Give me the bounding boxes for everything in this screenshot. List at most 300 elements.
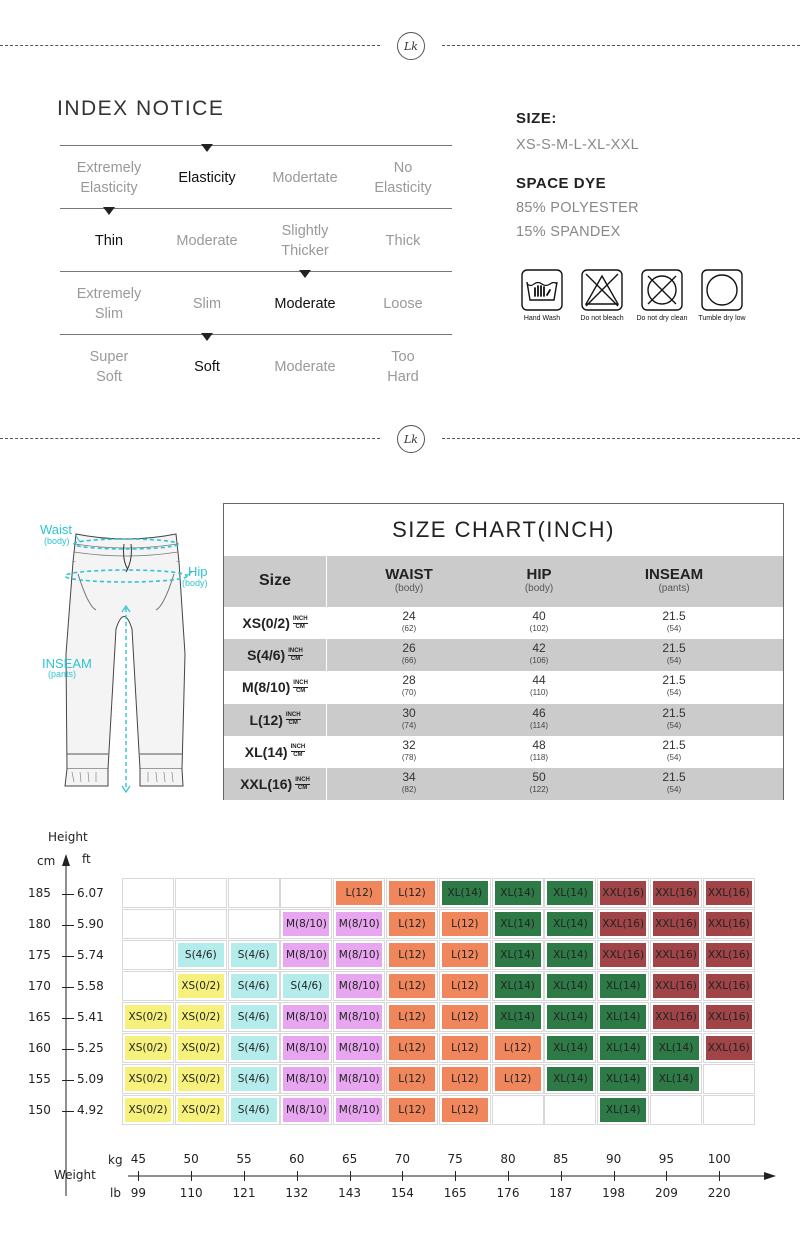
grid-cell — [386, 878, 438, 908]
hip-value — [509, 609, 569, 634]
size-tag: L(12) — [442, 1036, 488, 1060]
hip-cm: (102) — [529, 624, 549, 633]
notice-line — [60, 208, 452, 209]
x-tick — [455, 1171, 456, 1181]
grid-cell — [280, 940, 332, 970]
weight-lb-label: 176 — [496, 1186, 520, 1200]
weight-lb-label: 209 — [654, 1186, 678, 1200]
weight-kg-label: 45 — [130, 1152, 147, 1166]
unit-cm: CM — [293, 752, 303, 759]
product-info — [516, 110, 786, 240]
waist-inch: 32 — [402, 737, 416, 752]
grid-cell — [175, 909, 227, 939]
grid-cell — [228, 971, 280, 1001]
grid-cell — [280, 878, 332, 908]
grid-cell — [280, 1095, 332, 1125]
grid-cell — [386, 940, 438, 970]
size-tag: M(8/10) — [283, 1098, 329, 1122]
size-cell — [224, 639, 326, 671]
header-main: INSEAM — [644, 566, 704, 583]
notice-option: Soft — [194, 359, 220, 375]
care-label: Do not bleach — [580, 315, 624, 322]
grid-cell — [280, 1033, 332, 1063]
table-row — [224, 607, 783, 639]
y-unit-left: cm — [37, 854, 56, 868]
notice-option: Too Hard — [387, 349, 419, 385]
do-not-dry-clean-icon — [640, 268, 684, 312]
weight-kg-label: 55 — [236, 1152, 252, 1166]
size-name: S(4/6) — [247, 647, 286, 664]
grid-cell — [228, 940, 280, 970]
notice-line — [60, 334, 452, 335]
grid-cell — [703, 940, 755, 970]
weight-lb-label: 132 — [285, 1186, 309, 1200]
size-tag: M(8/10) — [283, 943, 329, 967]
size-tag: XXL(16) — [706, 912, 752, 936]
size-cell — [224, 736, 326, 768]
grid-cell — [175, 940, 227, 970]
weight-kg-label: 60 — [289, 1152, 305, 1166]
hip-label: Hip — [188, 564, 208, 579]
size-tag: XXL(16) — [653, 1005, 699, 1029]
size-tag: XL(14) — [495, 943, 541, 967]
grid-cell — [703, 1002, 755, 1032]
grid-cell — [597, 1095, 649, 1125]
size-tag: M(8/10) — [336, 943, 382, 967]
grid-cell — [544, 1064, 596, 1094]
notice-option: Slightly Thicker — [281, 223, 329, 259]
inseam-value — [644, 609, 704, 634]
size-tag: XXL(16) — [600, 881, 646, 905]
grid-cell — [122, 909, 174, 939]
hip-sub-label: (body) — [182, 578, 208, 588]
grid-cell — [650, 1064, 702, 1094]
hip-inch: 40 — [532, 609, 546, 623]
weight-kg-label: 70 — [394, 1152, 411, 1166]
grid-cell — [544, 940, 596, 970]
size-tag: L(12) — [389, 1036, 435, 1060]
grid-cell — [544, 878, 596, 908]
height-ft-label: 6.07 — [77, 886, 104, 900]
size-tag: M(8/10) — [283, 1005, 329, 1029]
height-ft-label: 5.25 — [77, 1041, 104, 1055]
notice-line — [60, 271, 452, 272]
unit-fraction — [293, 680, 308, 695]
size-tag: XXL(16) — [706, 1005, 752, 1029]
inseam-value — [644, 706, 704, 731]
fabric-label: SPACE DYE — [516, 175, 607, 192]
grid-cell — [122, 1002, 174, 1032]
inseam-value — [644, 738, 704, 763]
waist-value — [379, 673, 439, 698]
size-chart-title: SIZE CHART(INCH) — [392, 517, 615, 542]
size-name: L(12) — [249, 711, 283, 728]
grid-cell — [650, 971, 702, 1001]
grid-cell — [386, 1002, 438, 1032]
size-tag: S(4/6) — [231, 974, 277, 998]
size-tag: L(12) — [389, 1067, 435, 1091]
size-tag: L(12) — [389, 912, 435, 936]
care-tumble-dry-low — [692, 268, 752, 322]
height-ft-label: 5.41 — [77, 1010, 104, 1024]
size-name: XXL(16) — [240, 776, 293, 792]
grid-cell — [492, 1095, 544, 1125]
care-label: Hand Wash — [523, 315, 561, 322]
grid-cell — [597, 909, 649, 939]
unit-fraction — [288, 648, 303, 663]
inseam-cm: (54) — [666, 752, 682, 762]
height-cm-label: 165 — [28, 1010, 51, 1024]
size-tag: XXL(16) — [706, 881, 752, 905]
grid-cell — [439, 940, 491, 970]
grid-cell — [333, 1033, 385, 1063]
grid-cell — [439, 1095, 491, 1125]
grid-cell — [228, 1095, 280, 1125]
grid-cell — [333, 971, 385, 1001]
header-inseam — [624, 556, 724, 607]
x-tick — [350, 1171, 351, 1181]
waist-cm: (82) — [401, 785, 417, 794]
unit-cm: CM — [295, 623, 305, 630]
size-tag: XXL(16) — [653, 943, 699, 967]
size-name: XL(14) — [244, 743, 288, 760]
grid-cell — [175, 1033, 227, 1063]
size-tag: XL(14) — [600, 1067, 646, 1091]
unit-inch: INCH — [285, 712, 301, 719]
height-cm-label: 185 — [28, 886, 51, 900]
unit-inch: INCH — [288, 647, 303, 654]
size-tag: XL(14) — [600, 1036, 646, 1060]
grid-cell — [228, 1033, 280, 1063]
x-tick — [666, 1171, 667, 1181]
weight-lb-label: 154 — [390, 1186, 414, 1200]
notice-option: Elasticity — [178, 170, 236, 186]
notice-option: Extremely Slim — [76, 286, 142, 322]
size-tag: L(12) — [442, 1067, 488, 1091]
care-instructions — [512, 268, 762, 330]
waist-value — [379, 738, 439, 763]
size-label: SIZE: — [516, 110, 557, 127]
waist-inch: 26 — [402, 641, 416, 656]
material-1: 85% POLYESTER — [516, 200, 639, 216]
weight-kg-label: 50 — [183, 1152, 199, 1166]
size-tag: L(12) — [442, 912, 488, 936]
size-tag: L(12) — [389, 974, 435, 998]
x-unit-top: kg — [108, 1153, 123, 1167]
inseam-inch: 21.5 — [662, 770, 686, 784]
y-tick — [62, 894, 74, 895]
brand-logo-text: Lk — [404, 40, 418, 53]
x-tick — [719, 1171, 720, 1181]
waist-cm: (66) — [401, 656, 417, 666]
size-tag: XL(14) — [547, 1036, 593, 1060]
inseam-inch: 21.5 — [662, 737, 686, 752]
notice-option: Moderate — [176, 233, 238, 249]
inseam-inch: 21.5 — [662, 705, 686, 720]
size-tag: XL(14) — [600, 974, 646, 998]
header-sub: (pants) — [658, 583, 690, 594]
hip-value — [509, 641, 569, 666]
grid-cell — [122, 940, 174, 970]
waist-label: Waist — [40, 522, 73, 537]
table-row — [224, 704, 783, 736]
grid-cell — [703, 1064, 755, 1094]
size-tag: L(12) — [495, 1036, 541, 1060]
size-tag: M(8/10) — [336, 1098, 382, 1122]
size-tag: XL(14) — [653, 1067, 699, 1091]
inseam-cm: (54) — [666, 656, 682, 666]
size-tag: L(12) — [442, 1098, 488, 1122]
grid-cell — [228, 878, 280, 908]
grid-cell — [650, 878, 702, 908]
height-cm-label: 150 — [28, 1103, 51, 1117]
grid-cell — [175, 1002, 227, 1032]
size-tag: XL(14) — [547, 974, 593, 998]
unit-fraction — [291, 744, 306, 759]
header-main: Size — [258, 572, 291, 589]
hip-cm: (122) — [529, 785, 549, 794]
header-main: HIP — [526, 566, 552, 583]
brand-logo-icon — [396, 31, 426, 61]
weight-lb-label: 121 — [232, 1186, 256, 1200]
inseam-value — [644, 641, 704, 666]
waist-inch: 34 — [402, 770, 416, 784]
header-sub: (body) — [394, 583, 424, 594]
size-tag: L(12) — [495, 1067, 541, 1091]
waist-cm: (62) — [401, 624, 417, 633]
grid-cell — [386, 1064, 438, 1094]
size-cell — [224, 704, 326, 736]
size-tag: XL(14) — [600, 1005, 646, 1029]
weight-kg-label: 85 — [553, 1152, 569, 1166]
weight-lb-label: 187 — [549, 1186, 573, 1200]
y-tick — [62, 1049, 74, 1050]
size-tag: L(12) — [442, 943, 488, 967]
notice-row — [60, 334, 452, 397]
inseam-sub-label: (pants) — [48, 669, 77, 679]
grid-cell — [544, 971, 596, 1001]
size-tag: XL(14) — [442, 881, 488, 905]
grid-cell — [439, 909, 491, 939]
weight-kg-label: 75 — [447, 1152, 463, 1166]
grid-cell — [544, 1095, 596, 1125]
grid-cell — [228, 909, 280, 939]
y-tick — [62, 925, 74, 926]
material-2: 15% SPANDEX — [516, 224, 621, 240]
grid-cell — [122, 1033, 174, 1063]
grid-cell — [333, 1064, 385, 1094]
weight-lb-label: 220 — [707, 1186, 731, 1200]
size-tag: XL(14) — [653, 1036, 699, 1060]
size-range: XS-S-M-L-XL-XXL — [516, 137, 639, 153]
grid-cell — [650, 1002, 702, 1032]
weight-kg-label: 95 — [658, 1152, 675, 1166]
size-tag: L(12) — [389, 1005, 435, 1029]
size-tag: XS(0/2) — [125, 1036, 171, 1060]
grid-cell — [492, 971, 544, 1001]
x-axis-title: Weight — [54, 1168, 96, 1182]
grid-cell — [280, 971, 332, 1001]
grid-cell — [122, 971, 174, 1001]
size-tag: L(12) — [442, 1005, 488, 1029]
header-main: WAIST — [385, 566, 433, 583]
care-do-not-dry-clean — [632, 268, 692, 322]
height-cm-label: 170 — [28, 979, 51, 993]
inseam-inch: 21.5 — [662, 641, 686, 656]
y-tick — [62, 1018, 74, 1019]
unit-cm: CM — [295, 687, 306, 694]
height-weight-chart — [0, 820, 800, 1234]
notice-line — [60, 145, 452, 146]
column-divider — [326, 556, 327, 800]
size-tag: S(4/6) — [178, 943, 224, 967]
do-not-bleach-icon — [580, 268, 624, 312]
unit-inch: INCH — [292, 615, 308, 622]
hip-value — [509, 738, 569, 763]
size-cell — [224, 671, 326, 703]
unit-fraction — [293, 616, 308, 631]
grid-cell — [439, 1033, 491, 1063]
size-tag: XXL(16) — [706, 1036, 752, 1060]
inseam-value — [644, 770, 704, 795]
unit-cm: CM — [290, 655, 301, 662]
hip-inch: 50 — [532, 770, 546, 784]
size-tag: M(8/10) — [283, 1036, 329, 1060]
weight-kg-label: 90 — [605, 1152, 622, 1166]
grid-cell — [175, 971, 227, 1001]
grid-cell — [597, 1033, 649, 1063]
y-tick — [62, 956, 74, 957]
x-tick — [297, 1171, 298, 1181]
grid-cell — [333, 1002, 385, 1032]
size-tag: S(4/6) — [231, 943, 277, 967]
header-waist — [359, 556, 459, 607]
height-cm-label: 160 — [28, 1041, 51, 1055]
size-name: XS(0/2) — [242, 615, 290, 631]
size-tag: M(8/10) — [336, 974, 382, 998]
grid-cell — [439, 1064, 491, 1094]
size-tag: XXL(16) — [706, 943, 752, 967]
table-row — [224, 671, 783, 703]
unit-cm: CM — [297, 784, 308, 791]
notice-option: No Elasticity — [374, 160, 432, 196]
notice-option: Loose — [383, 296, 423, 312]
waist-inch: 28 — [402, 673, 416, 688]
table-row — [224, 639, 783, 671]
notice-option: Modertate — [272, 170, 338, 186]
notice-row — [60, 208, 452, 271]
size-tag: XL(14) — [495, 912, 541, 936]
grid-cell — [122, 1064, 174, 1094]
waist-value — [379, 706, 439, 731]
grid-cell — [175, 878, 227, 908]
grid-cell — [703, 878, 755, 908]
header-sub: (body) — [524, 583, 554, 594]
brand-logo-icon — [396, 424, 426, 454]
waist-cm: (78) — [401, 752, 417, 762]
size-tag: L(12) — [442, 974, 488, 998]
grid-cell — [703, 1033, 755, 1063]
height-ft-label: 5.58 — [77, 979, 104, 993]
waist-sub-label: (body) — [44, 536, 70, 546]
grid-cell — [280, 909, 332, 939]
size-tag: XL(14) — [547, 881, 593, 905]
size-tag: L(12) — [336, 881, 382, 905]
hip-cm: (114) — [529, 720, 549, 730]
notice-row — [60, 271, 452, 334]
grid-cell — [280, 1064, 332, 1094]
selected-marker-icon — [201, 333, 213, 341]
grid-cell — [703, 1095, 755, 1125]
grid-cell — [544, 909, 596, 939]
index-notice-scale — [60, 145, 452, 397]
waist-value — [379, 609, 439, 634]
y-unit-right: ft — [82, 852, 91, 866]
section-divider-middle — [0, 424, 800, 454]
unit-inch: INCH — [295, 776, 310, 783]
size-cell — [224, 768, 326, 800]
x-tick — [402, 1171, 403, 1181]
size-tag: XS(0/2) — [178, 974, 224, 998]
grid-cell — [492, 1002, 544, 1032]
size-tag: L(12) — [389, 881, 435, 905]
size-tag: XS(0/2) — [178, 1005, 224, 1029]
size-tag: M(8/10) — [283, 912, 329, 936]
size-tag: XL(14) — [600, 1098, 646, 1122]
weight-kg-label: 80 — [500, 1152, 516, 1166]
grid-cell — [703, 909, 755, 939]
grid-cell — [439, 878, 491, 908]
x-tick — [561, 1171, 562, 1181]
selected-marker-icon — [299, 270, 311, 278]
notice-option: Slim — [192, 296, 222, 312]
grid-cell — [333, 940, 385, 970]
size-tag: S(4/6) — [231, 1067, 277, 1091]
x-tick — [244, 1171, 245, 1181]
weight-kg-label: 65 — [341, 1152, 358, 1166]
grid-cell — [703, 971, 755, 1001]
y-tick — [62, 1111, 74, 1112]
grid-cell — [175, 1064, 227, 1094]
waist-inch: 30 — [402, 705, 416, 720]
inseam-cm: (54) — [666, 624, 682, 633]
unit-fraction — [295, 777, 310, 792]
size-tag: XL(14) — [547, 943, 593, 967]
header-hip — [489, 556, 589, 607]
size-tag: XL(14) — [547, 1005, 593, 1029]
size-tag: XS(0/2) — [125, 1005, 171, 1029]
unit-cm: CM — [288, 720, 298, 727]
weight-lb-label: 198 — [602, 1186, 626, 1200]
grid-cell — [228, 1064, 280, 1094]
size-tag: XXL(16) — [653, 974, 699, 998]
inseam-cm: (54) — [666, 785, 682, 794]
grid-cell — [386, 909, 438, 939]
grid-cell — [386, 1095, 438, 1125]
table-row — [224, 768, 783, 800]
header-size — [224, 556, 326, 607]
grid-cell — [122, 1095, 174, 1125]
size-tag: XS(0/2) — [125, 1067, 171, 1091]
grid-cell — [280, 1002, 332, 1032]
unit-inch: INCH — [290, 744, 306, 751]
notice-option: Thin — [94, 233, 124, 249]
inseam-value — [644, 673, 704, 698]
size-tag: S(4/6) — [231, 1098, 277, 1122]
x-tick — [191, 1171, 192, 1181]
grid-cell — [544, 1033, 596, 1063]
grid-cell — [650, 1095, 702, 1125]
